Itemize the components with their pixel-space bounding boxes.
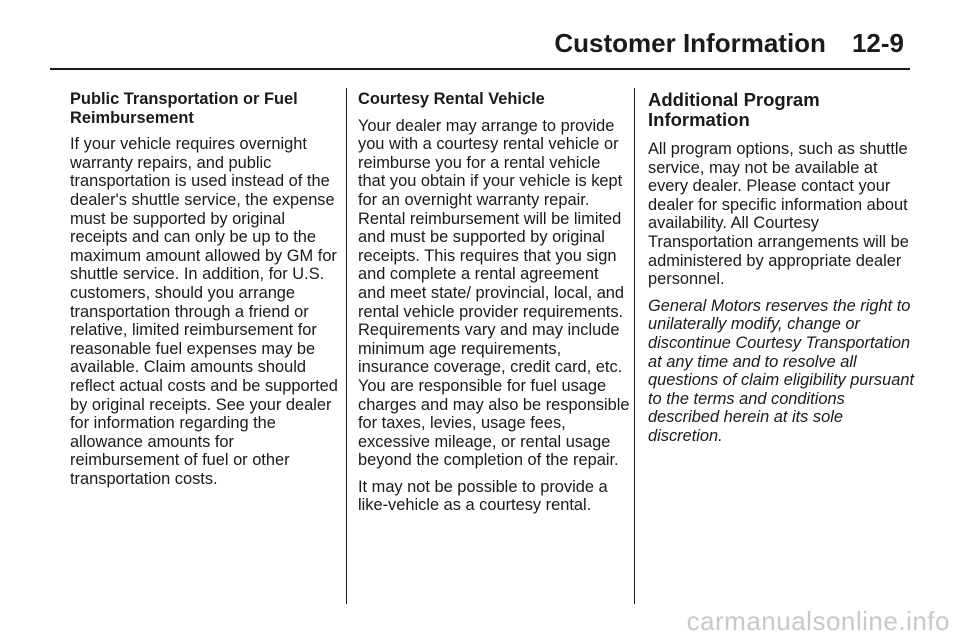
additional-program-text: All program options, such as shuttle service, may not be available at every dealer. Please contact your dealer for specific information about availability. All Courtesy Transportation arrangements will be administered by appropriate dealer personnel.	[648, 140, 909, 289]
courtesy-rental-note: It may not be possible to provide a like-vehicle as a courtesy rental.	[358, 477, 608, 515]
page-number: 12-9	[851, 28, 904, 58]
page-header	[0, 0, 960, 76]
public-transportation-heading: Public Transportation or Fuel Reimbursement	[70, 90, 298, 127]
column-public-transportation	[70, 90, 340, 496]
courtesy-rental-text: Your dealer may arrange to provide you with a courtesy rental vehicle or reimburse you for a rental vehicle that you obtain if your vehicle is kept for an overnight warranty repair. Rental reimbursement will be limited and must be supported by original receipts. This requires that you sign and complete a rental agreement and meet state/ provincial, local, and rental vehicle provider requirements. Requirements vary and may include minimum age requirements, insurance coverage, credit card, etc. You are responsible for fuel usage charges and may also be responsible for taxes, levies, usage fees, excessive mileage, or rental usage beyond the completion of the repair.	[358, 116, 630, 470]
header-title	[554, 28, 904, 59]
column-divider	[346, 88, 347, 604]
column-additional-program	[648, 90, 920, 454]
column-courtesy-rental	[358, 90, 630, 523]
column-divider	[634, 88, 635, 604]
site-watermark: carmanualsonline.info	[686, 606, 950, 636]
additional-program-heading: Additional Program Information	[648, 89, 820, 130]
section-title: Customer Information	[554, 28, 826, 58]
public-transportation-text: If your vehicle requires overnight warranty repairs, and public transportation is used instead of the dealer's shuttle service, the expense must be supported by original receipts and can only be up to the maximum amount allowed by GM for shuttle service. In addition, for U.S. customers, should you arrange transportation through a friend or relative, limited reimbursement for reasonable fuel expenses may be available. Claim amounts should reflect actual costs and be supported by original receipts. See your dealer for information regarding the allowance amounts for reimbursement of fuel or other transportation costs.	[70, 135, 338, 488]
header-rule	[50, 68, 910, 70]
courtesy-rental-heading: Courtesy Rental Vehicle	[358, 90, 545, 108]
gm-disclaimer: General Motors reserves the right to unilaterally modify, change or discontinue Courtesy Transportation at any time and to resolve all questions of claim eligibility pursuant to the terms and conditions described herein at its sole discretion.	[648, 296, 915, 445]
